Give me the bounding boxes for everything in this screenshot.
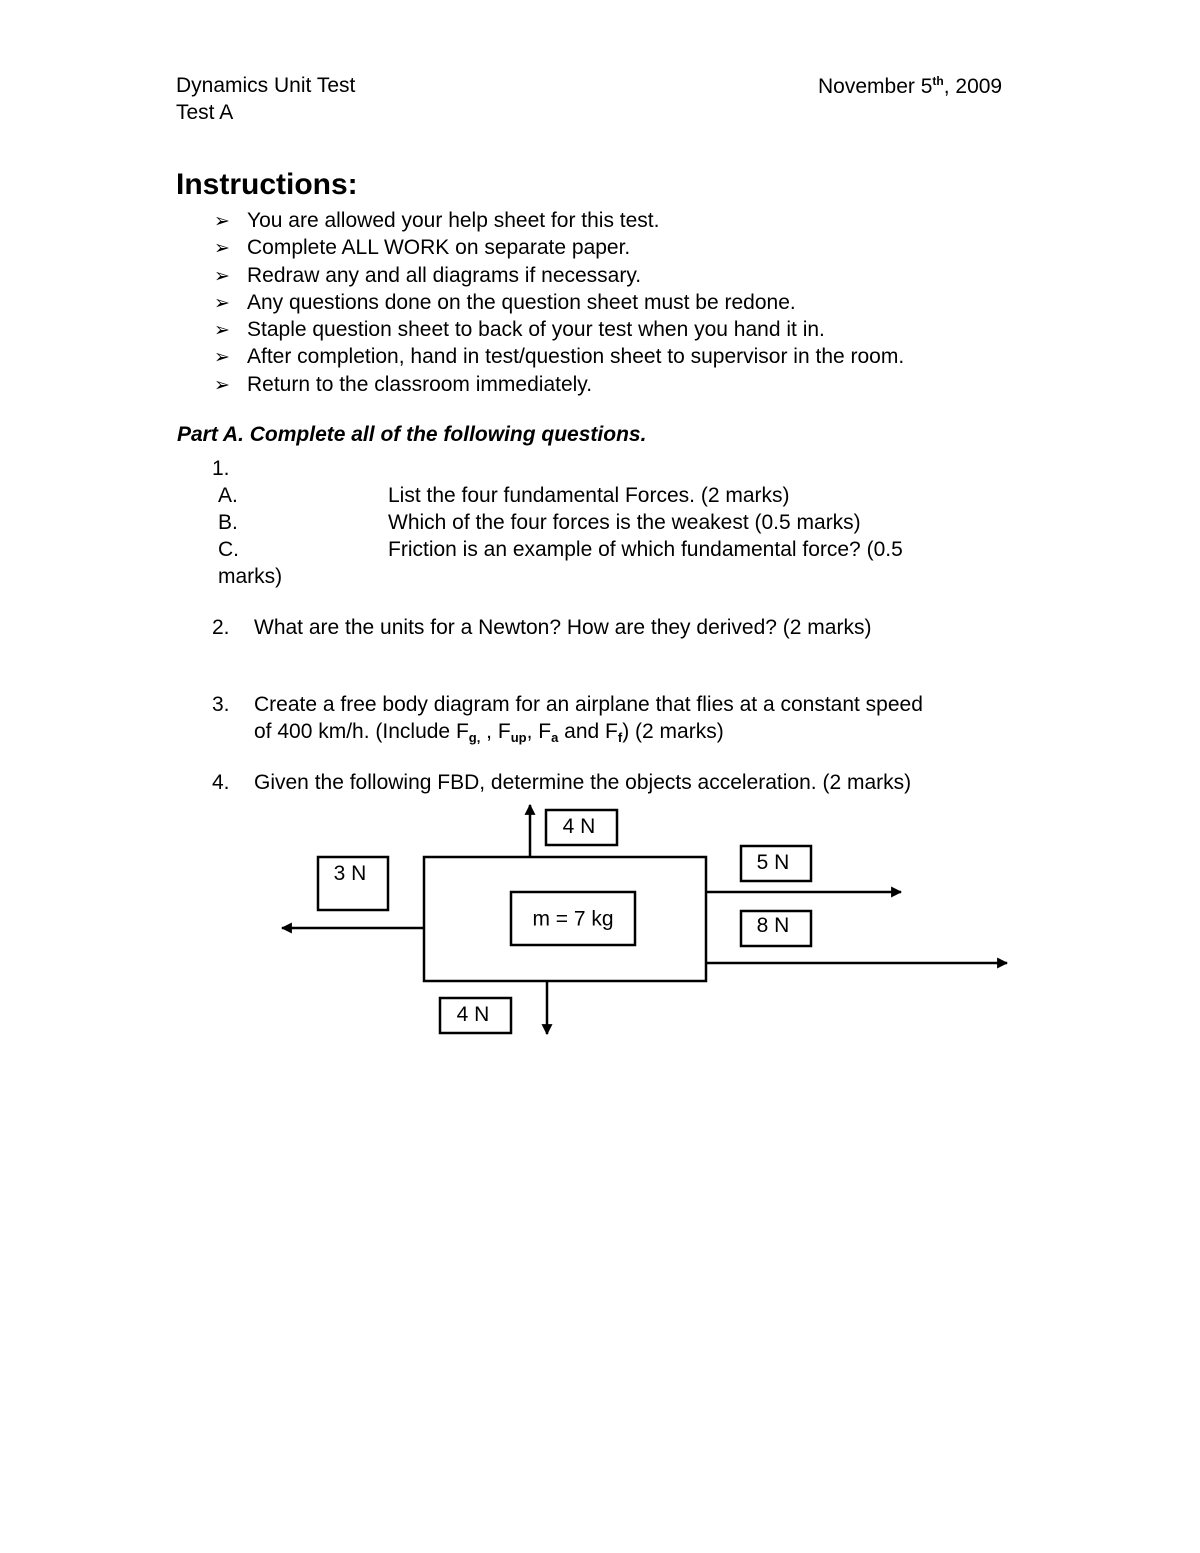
q3-text-e: ) (2 marks): [622, 720, 724, 743]
instructions-heading: Instructions:: [176, 168, 358, 201]
right-force-2-label: 8 N: [756, 914, 790, 937]
test-version: Test A: [176, 101, 234, 124]
q3-sub-a: a: [551, 730, 559, 745]
arrow-bullet-icon: ➢: [214, 347, 230, 368]
q3-text-c: , F: [526, 720, 552, 743]
q1a-letter: A.: [218, 484, 238, 507]
date-suffix: , 2009: [943, 75, 1003, 98]
right-force-1-label: 5 N: [756, 851, 790, 874]
q1c-text: Friction is an example of which fundamental force? (0.5: [388, 538, 903, 561]
arrow-bullet-icon: ➢: [214, 238, 230, 259]
instruction-text: Any questions done on the question sheet must be redone.: [247, 291, 796, 314]
arrow-bullet-icon: ➢: [214, 293, 230, 314]
q4-number: 4.: [212, 771, 230, 794]
q1a-text: List the four fundamental Forces. (2 marks): [388, 484, 790, 507]
q3-text-d: and F: [558, 720, 618, 743]
q3-text-b: , F: [480, 720, 511, 743]
mass-label: m = 7 kg: [532, 907, 614, 931]
arrow-bullet-icon: ➢: [214, 266, 230, 287]
instruction-text: You are allowed your help sheet for this test.: [247, 209, 660, 232]
instruction-text: Redraw any and all diagrams if necessary.: [247, 264, 642, 287]
q3-sub-g: g,: [468, 730, 481, 745]
q2-text: What are the units for a Newton? How are they derived? (2 marks): [254, 616, 872, 639]
arrow-bullet-icon: ➢: [214, 375, 230, 396]
q3-sub-up: up: [510, 730, 527, 745]
q3-number: 3.: [212, 693, 230, 716]
down-force-label: 4 N: [456, 1003, 490, 1026]
instruction-text: Complete ALL WORK on separate paper.: [247, 236, 631, 259]
q3-text-a: of 400 km/h. (Include F: [254, 720, 469, 743]
q3-line1: Create a free body diagram for an airplane that flies at a constant speed: [254, 693, 923, 716]
test-title: Dynamics Unit Test: [176, 74, 356, 97]
date-prefix: November 5: [818, 75, 933, 98]
left-force-label: 3 N: [333, 862, 367, 885]
q1c-wrap: marks): [218, 565, 283, 588]
arrow-bullet-icon: ➢: [214, 320, 230, 341]
date-ordinal: th: [932, 74, 944, 88]
instruction-text: After completion, hand in test/question sheet to supervisor in the room.: [247, 345, 905, 368]
q1b-letter: B.: [218, 511, 238, 534]
arrow-bullet-icon: ➢: [214, 211, 230, 232]
q2-number: 2.: [212, 616, 230, 639]
q1-number: 1.: [212, 457, 230, 480]
q4-text: Given the following FBD, determine the objects acceleration. (2 marks): [254, 771, 912, 794]
up-force-label: 4 N: [562, 815, 596, 838]
instruction-text: Return to the classroom immediately.: [247, 373, 593, 396]
q1c-letter: C.: [218, 538, 239, 561]
part-a-heading: Part A. Complete all of the following questions.: [177, 423, 647, 446]
q3-sub-f: f: [617, 730, 623, 745]
q1b-text: Which of the four forces is the weakest (0.5 marks): [388, 511, 861, 534]
instruction-text: Staple question sheet to back of your test when you hand it in.: [247, 318, 825, 341]
